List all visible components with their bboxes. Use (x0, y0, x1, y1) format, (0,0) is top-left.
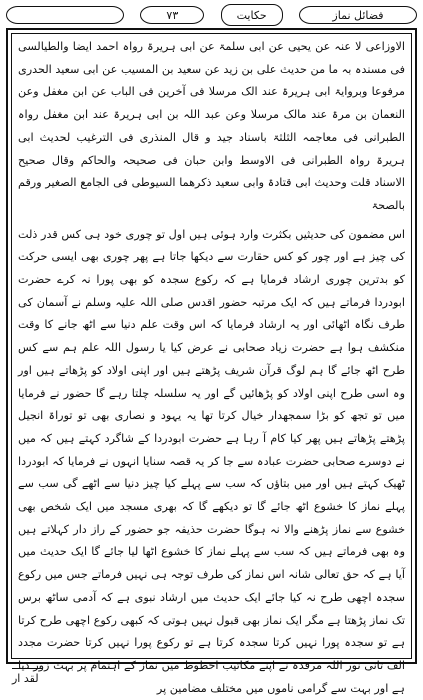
book-title: فضائل نماز (299, 6, 417, 24)
page-header (6, 2, 417, 28)
footer-rule (12, 668, 42, 669)
header-ornament: حکایت (221, 4, 283, 26)
page-number: ٧٣ (140, 6, 204, 24)
urdu-commentary: اس مضمون کی حدیثیں بکثرت وارد ہوئی ہیں اول تو چوری خود ہی کس قدر ذلت کی چیز ہے اور چور کو کس حقارت سے دیکھا جاتا ہے پھر چوری بھی ایسی حرکت کو بدترین چوری ارشاد فرمایا ہے کہ رکوع سجدہ کو بھی پورا نہ کرے حضرت ابودردا فرماتے ہیں کہ ایک مرتبہ حضور اقدس صلی اللہ علیہ وسلم نے آسمان کی طرف نگاہ اٹھائی اور یہ ارشاد فرمایا کہ اس وقت علم دنیا سے اٹھ جانے کا وقت منکشف ہوا ہے حضرت زیاد صحابی نے عرض کیا یا رسول اللہ علم ہم سے کس طرح اٹھ جائے گا ہم لوگ قرآن شریف پڑھتے ہیں اور اپنی اولاد کو پڑھاتے ہیں اور وہ اسی طرح اپنی اولاد کو پڑھائیں گے اور یہ سلسلہ چلتا رہے گا حضور نے فرمایا میں تو تجھ کو بڑا سمجھدار خیال کرتا تھا یہ یہود و نصاری بھی تو توراۃ انجیل پڑھتے پڑھاتے ہیں پھر کیا کام آ رہا ہے حضرت ابودردا کے شاگرد کہتے ہیں کہ میں نے دوسرے صحابی حضرت عبادہ سے جا کر یہ قصہ سنایا انہوں نے فرمایا کہ ابودردا ٹھیک کہتے ہیں اور میں بتاؤں کہ سب سے پہلے کیا چیز دنیا سے اٹھے گی سب سے پہلے نماز کا خشوع اٹھ جائے گا تو دیکھے گا کہ بھری مسجد میں ایک شخص بھی خشوع سے نماز پڑھنے والا نہ ہوگا حضرت حذیفہ جو حضور کے راز دار کہلاتے ہیں وہ بھی فرماتے ہیں کہ سب سے پہلے نماز کا خشوع اٹھا لیا جائے گا ایک حدیث میں آیا ہے کہ حق تعالی شانہ اس نماز کی طرف توجہ ہی نہیں فرماتے جس میں رکوع سجدہ اچھی طرح نہ کیا جائے ایک حدیث میں ارشاد نبوی ہے کہ آدمی ساٹھ برس تک نماز پڑھتا ہے مگر ایک نماز بھی قبول نہیں ہوتی کہ کبھی رکوع اچھی طرح کرتا ہے تو سجدہ پورا نہیں کرتا سجدہ کرتا ہے تو رکوع پورا نہیں کرتا حضرت مجدد الف ثانی نور اللہ مرقدہ نے اپنے مکاتیب اخطوط میں نماز کے اہتمام پر بہت زور دیا ہے اور بہت سے گرامی ناموں میں مختلف مضامین پر (18, 227, 405, 695)
header-left-cartouche (6, 6, 124, 24)
arabic-hadith-references: الاوزاعی لا عنہ عن یحیی عن ابی سلمۃ عن ابی ہریرۃ رواہ احمد ایضا والطیالسی فی مسندہ بہ ما من حدیث علی بن زید عن سعید بن المسیب عن ابی سعید الحدری مرفوعا وبروایۃ ابی ہریرۃ عند الک مرسلا فی آخرین فی الباب عن ابن مغفل وعن النعمان بن مرۃ عند مالک مرسلا وعن عبد اللہ بن ابی ہریرۃ عند ابن مغفل رواہ الطبرانی فی معاجمہ الثلثۃ باسناد جید و قال المنذری فی الترغیب لحدیث ابی ہریرۃ رواہ الطبرانی فی الاوسط وابن حبان فی صحیحہ والحاکم وقال صحیح الاسناد قلت وحدیث ابی قتادۃ وابی سعید ذکرھما السیوطی فی الجامع الصغیر ورقم بالصحۃ (18, 40, 405, 212)
page-continuation-word: لقد ار (12, 672, 39, 685)
